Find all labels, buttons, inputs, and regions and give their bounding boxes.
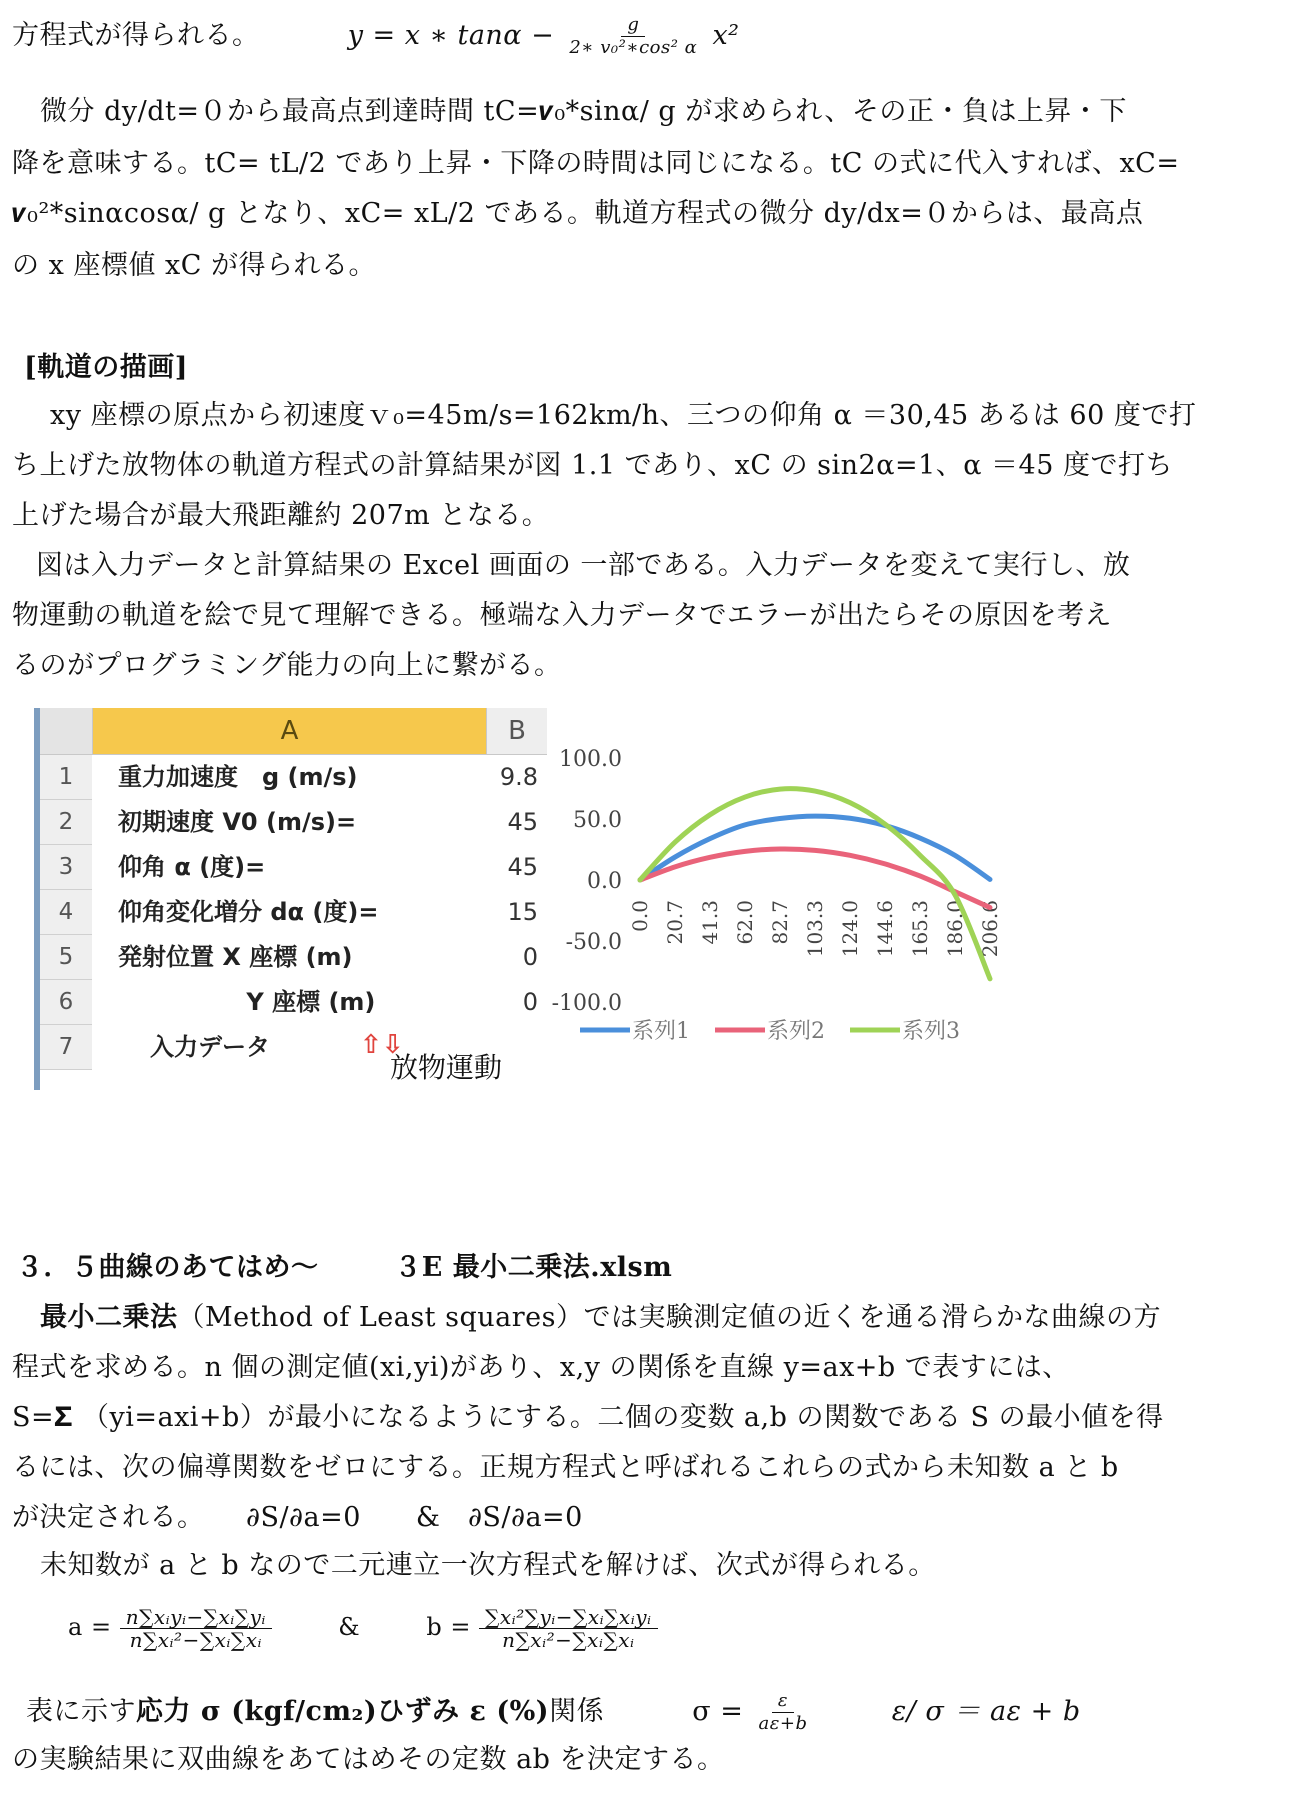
- trajectory-line2: ち上げた放物体の軌道方程式の計算結果が図 1.1 であり、xC の sin2α=1、α ＝45 度で打ち: [12, 450, 1174, 481]
- cell-a5[interactable]: 発射位置 X 座標 (m): [118, 943, 353, 971]
- cell-a1[interactable]: 重力加速度 g (m/s): [118, 763, 358, 791]
- x-tick-label: 206.6: [978, 900, 1002, 958]
- equation-numerator: g: [621, 14, 645, 37]
- column-header-a[interactable]: A: [92, 708, 486, 755]
- para2-line2: 降を意味する。tC= tL/2 であり上昇・下降の時間は同じになる。tC の式に代入すれば、xC=: [12, 148, 1180, 179]
- stress-strain-prefix: 表に示す: [26, 1696, 136, 1727]
- section-35-heading: [16, 1252, 672, 1284]
- y-tick-label: -50.0: [565, 930, 622, 955]
- x-tick-label: 62.0: [733, 900, 757, 945]
- least-squares-line6: 未知数が a と b なので二元連立一次方程式を解けば、次式が得られる。: [40, 1550, 936, 1581]
- x-axis: [628, 900, 1002, 957]
- equation-line: [12, 14, 740, 59]
- series-line-系列2: [640, 849, 990, 908]
- x-tick-label: 20.7: [663, 900, 687, 945]
- chart-legend: [580, 1019, 960, 1044]
- formula-a-fraction: [120, 1606, 272, 1651]
- y-tick-label: -100.0: [551, 991, 622, 1016]
- up-down-arrows-icon: ⇧⇩: [360, 1030, 404, 1060]
- formula-b-denominator: n∑xᵢ²−∑xᵢ∑xᵢ: [502, 1628, 635, 1652]
- stress-strain-suffix: 関係: [549, 1696, 605, 1727]
- linear-form-equation: ε/ σ ＝ aε + b: [891, 1696, 1081, 1727]
- formula-ampersand: &: [338, 1613, 361, 1641]
- equation-lead-text: 方程式が得られる。: [12, 20, 260, 51]
- y-tick-label: 50.0: [573, 808, 622, 833]
- section-35-title: ３．５曲線のあてはめ〜: [16, 1252, 319, 1283]
- equation-tail: x²: [712, 20, 740, 51]
- normal-equations: [68, 1606, 658, 1651]
- x-tick-label: 41.3: [698, 900, 722, 945]
- cell-b4[interactable]: 15: [507, 898, 538, 926]
- least-squares-line2: 程式を求める。n 個の測定値(xi,yi)があり、x,y の関係を直線 y=ax+b で表すには、: [12, 1352, 1070, 1383]
- least-squares-term: 最小二乗法: [40, 1302, 178, 1333]
- trajectory-line3: 上げた場合が最大飛距離約 207m となる。: [12, 500, 550, 531]
- x-tick-label: 124.0: [838, 900, 862, 958]
- cell-a2[interactable]: 初期速度 V0 (m/s)=: [118, 808, 357, 836]
- x-tick-label: 103.3: [803, 900, 827, 958]
- legend-label: 系列3: [902, 1019, 960, 1044]
- least-squares-line3: S=𝚺 （yi=axi+b）が最小になるようにする。二個の変数 a,b の関数である S の最小値を得: [12, 1402, 1164, 1433]
- para2-line3: 𝒗₀²*sinαcosα/ g となり、xC= xL/2 である。軌道方程式の微分 dy/dx=０からは、最高点: [12, 198, 1144, 229]
- equation-fraction: [563, 14, 703, 59]
- excel-sheet: [34, 708, 538, 1090]
- trajectory-line1: xy 座標の原点から初速度ｖ₀=45m/s=162km/h、三つの仰角 α ＝30,45 あるは 60 度で打: [50, 400, 1197, 431]
- para2-line4: の x 座標値 xC が得られる。: [12, 250, 376, 281]
- formula-a-lhs: a =: [68, 1613, 112, 1641]
- row-number[interactable]: 2: [40, 800, 92, 845]
- equation-denominator: 2∗ v₀²∗cos² α: [569, 37, 698, 58]
- x-tick-label: 144.6: [873, 900, 897, 958]
- equation-lhs: y = x ∗ tanα −: [347, 20, 555, 51]
- cell-b2[interactable]: 45: [507, 808, 538, 836]
- least-squares-line1-rest: （Method of Least squares）では実験測定値の近くを通る滑らかな曲線の方: [177, 1302, 1161, 1333]
- sigma-lhs: σ =: [692, 1696, 744, 1727]
- cell-a6[interactable]: Y 座標 (m): [118, 988, 376, 1016]
- x-tick-label: 186.0: [943, 900, 967, 958]
- stress-strain-line2: の実験結果に双曲線をあてはめその定数 ab を決定する。: [12, 1744, 725, 1775]
- y-axis: [552, 747, 622, 1016]
- formula-a-denominator: n∑xᵢ²−∑xᵢ∑xᵢ: [129, 1628, 262, 1652]
- section-heading-trajectory: [軌道の描画]: [24, 352, 189, 383]
- sheet-caption: 放物運動: [390, 1051, 503, 1084]
- y-tick-label: 0.0: [587, 869, 622, 894]
- cell-b1[interactable]: 9.8: [499, 763, 538, 791]
- legend-label: 系列2: [767, 1019, 825, 1044]
- row-number[interactable]: 7: [40, 1025, 92, 1070]
- cell-a7[interactable]: 入力データ: [150, 1033, 270, 1061]
- cell-a3[interactable]: 仰角 α (度)=: [118, 853, 266, 881]
- stress-strain-line: [26, 1690, 1081, 1735]
- formula-b-lhs: b =: [426, 1613, 471, 1641]
- row-number[interactable]: 5: [40, 935, 92, 980]
- least-squares-line4: るには、次の偏導関数をゼロにする。正規方程式と呼ばれるこれらの式から未知数 a と b: [12, 1452, 1119, 1483]
- x-tick-label: 0.0: [628, 900, 652, 932]
- sheet-corner[interactable]: [40, 708, 92, 755]
- row-number[interactable]: 6: [40, 980, 92, 1025]
- trajectory-chart: [551, 700, 1160, 1095]
- cell-b5[interactable]: 0: [522, 943, 538, 971]
- row-number[interactable]: 1: [40, 755, 92, 800]
- x-tick-label: 165.3: [908, 900, 932, 958]
- least-squares-line1: [40, 1302, 1161, 1334]
- row-number[interactable]: 3: [40, 845, 92, 890]
- legend-label: 系列1: [632, 1019, 690, 1044]
- least-squares-line5: が決定される。 ∂S/∂a=0 & ∂S/∂a=0: [12, 1502, 583, 1533]
- formula-b-numerator: ∑xᵢ²∑yᵢ−∑xᵢ∑xᵢyᵢ: [479, 1606, 657, 1629]
- trajectory-line4: 図は入力データと計算結果の Excel 画面の 一部である。入力データを変えて実行し、放: [36, 550, 1131, 581]
- formula-a-numerator: n∑xᵢyᵢ−∑xᵢ∑yᵢ: [120, 1606, 272, 1629]
- row-number[interactable]: 4: [40, 890, 92, 935]
- cell-a4[interactable]: 仰角変化増分 dα (度)=: [118, 898, 379, 926]
- formula-b-fraction: [479, 1606, 657, 1651]
- cell-b3[interactable]: 45: [507, 853, 538, 881]
- sigma-fraction: [753, 1690, 814, 1735]
- y-tick-label: 100.0: [559, 747, 622, 772]
- x-tick-label: 82.7: [768, 900, 792, 945]
- trajectory-line6: るのがプログラミング能力の向上に繋がる。: [12, 650, 562, 681]
- stress-strain-bold: 応力 σ (kgf/cm₂)ひずみ ε (%): [136, 1696, 550, 1727]
- cell-b6[interactable]: 0: [522, 988, 538, 1016]
- sigma-denominator: aε+b: [758, 1713, 808, 1734]
- trajectory-line5: 物運動の軌道を絵で見て理解できる。極端な入力データでエラーが出たらその原因を考え: [12, 600, 1112, 631]
- sigma-numerator: ε: [772, 1690, 794, 1713]
- para2-line1: 微分 dy/dt=０から最高点到達時間 tC=𝒗₀*sinα/ g が求められ、その正・負は上昇・下: [40, 96, 1127, 127]
- column-header-b[interactable]: B: [486, 708, 547, 755]
- section-35-filename: ３E 最小二乗法.xlsm: [394, 1252, 673, 1283]
